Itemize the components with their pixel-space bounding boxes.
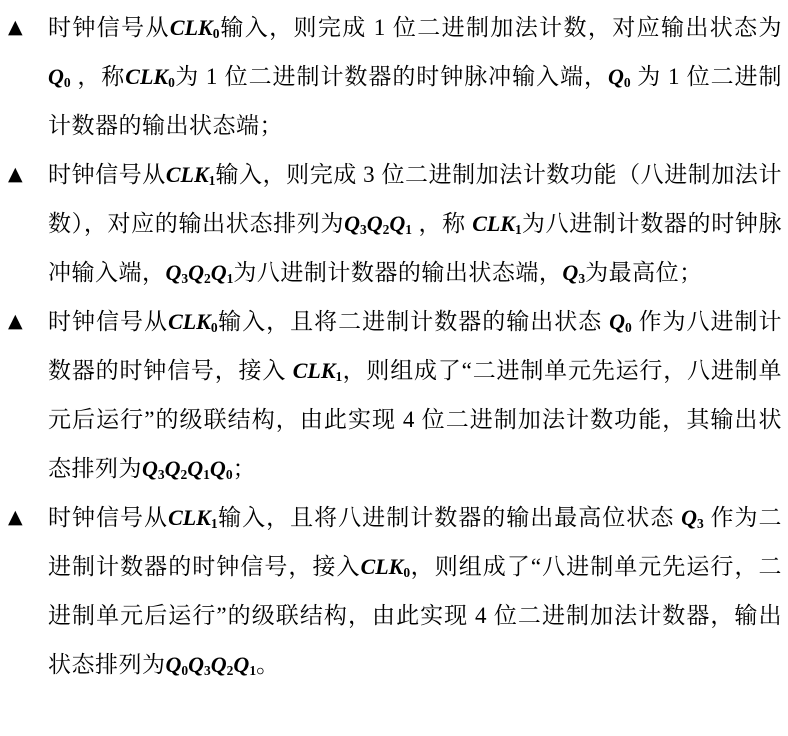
math-symbol: CLK0: [125, 64, 175, 91]
math-symbol: Q0: [165, 652, 189, 679]
math-symbol: CLK1: [292, 358, 343, 385]
list-item: [0, 3, 782, 150]
math-symbol: Q0: [607, 64, 631, 91]
math-symbol: Q3: [681, 505, 704, 532]
math-symbol: Q0: [48, 64, 71, 91]
math-symbol: Q3: [344, 211, 367, 238]
math-symbol: Q2: [164, 456, 188, 483]
bullet-paragraph: 时钟信号从CLK1输入，且将八进制计数器的输出最高位状态 Q3 作为二进制计数器的时钟信号，接入CLK0，则组成了“八进制单元先运行，二进制单元后运行”的级联结构，由此实现 4 位二进制加法计数器，输出状态排列为Q0Q3Q2Q1。: [48, 505, 783, 679]
math-symbol: Q1: [389, 211, 413, 238]
math-symbol: CLK0: [169, 15, 220, 42]
math-symbol: Q3: [188, 652, 211, 679]
math-symbol: Q1: [233, 652, 257, 679]
math-symbol: CLK1: [168, 505, 218, 532]
math-symbol: Q0: [609, 309, 632, 336]
bullet-paragraph: 时钟信号从CLK0输入，则完成 1 位二进制加法计数，对应输出状态为 Q0 ，称CLK0为 1 位二进制计数器的时钟脉冲输入端，Q0 为 1 位二进制计数器的输出状态端；: [48, 15, 783, 138]
math-symbol: Q3: [562, 260, 586, 287]
math-symbol: Q1: [187, 456, 210, 483]
triangle-bullet-icon: ▲: [8, 16, 23, 38]
math-symbol: Q1: [210, 260, 234, 287]
math-symbol: Q2: [210, 652, 234, 679]
math-symbol: Q3: [142, 456, 165, 483]
bullet-paragraph: 时钟信号从CLK1输入，则完成 3 位二进制加法计数功能（八进制加法计数），对应的输出状态排列为Q3Q2Q1 ，称 CLK1为八进制计数器的时钟脉冲输入端，Q3Q2Q1为八进制计数器的输出状态端，Q3为最高位；: [48, 162, 783, 287]
triangle-bullet-icon: ▲: [8, 163, 23, 185]
math-symbol: Q2: [188, 260, 211, 287]
math-symbol: CLK1: [165, 162, 216, 189]
triangle-bullet-icon: ▲: [8, 506, 23, 528]
list-item: [0, 493, 782, 689]
math-symbol: Q2: [366, 211, 390, 238]
bullet-paragraph: 时钟信号从CLK0输入，且将二进制计数器的输出状态 Q0 作为八进制计数器的时钟信号，接入 CLK1，则组成了“二进制单元先运行，八进制单元后运行”的级联结构，由此实现 4 位二进制加法计数功能，其输出状态排列为Q3Q2Q1Q0；: [48, 309, 783, 483]
math-symbol: Q0: [209, 456, 233, 483]
math-symbol: CLK0: [360, 554, 411, 581]
list-item: [0, 150, 782, 297]
triangle-bullet-icon: ▲: [8, 310, 23, 332]
math-symbol: CLK1: [472, 211, 522, 238]
math-symbol: Q3: [165, 260, 189, 287]
math-symbol: CLK0: [168, 309, 218, 336]
list-item: [0, 297, 782, 493]
